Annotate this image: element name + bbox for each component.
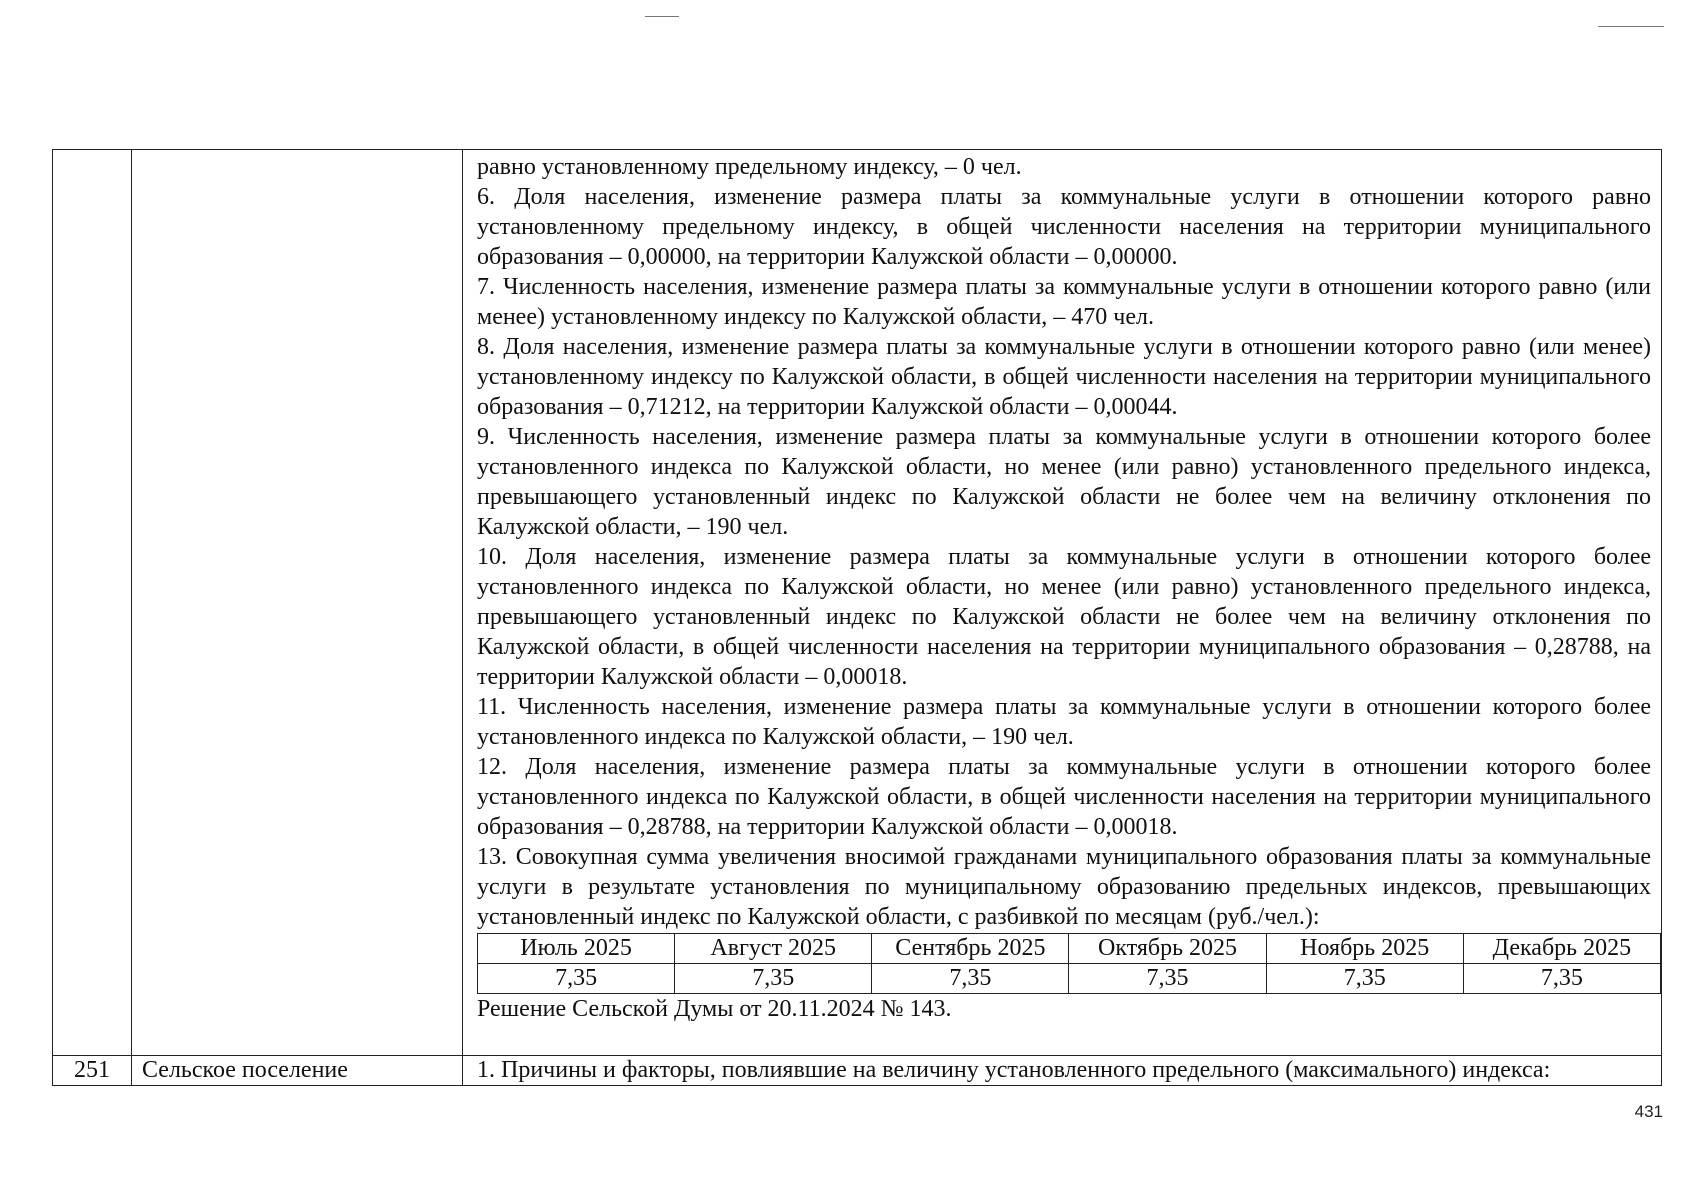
municipality-name: Сельское поселение bbox=[132, 1056, 463, 1086]
paragraph-5-end: равно установленному предельному индексу, – 0 чел. bbox=[477, 154, 1022, 180]
months-value-row bbox=[478, 964, 1661, 994]
month-value: 7,35 bbox=[1069, 964, 1266, 994]
row-number: 251 bbox=[53, 1056, 132, 1086]
months-header-row bbox=[478, 934, 1661, 964]
name-cell-empty bbox=[132, 150, 463, 1056]
scan-mark-top-center bbox=[645, 16, 679, 17]
month-header: Декабрь 2025 bbox=[1463, 934, 1660, 964]
content-cell bbox=[463, 150, 1662, 1056]
month-value: 7,35 bbox=[1266, 964, 1463, 994]
month-value: 7,35 bbox=[1463, 964, 1660, 994]
month-header: Июль 2025 bbox=[478, 934, 675, 964]
paragraph-13: 13. Совокупная сумма увеличения вносимой гражданами муниципального образования платы за коммунальные услуги в результате установления по муниципальному образованию предельных индексов, превышающих установленный индекс по Калужской области, с разбивкой по месяцам (руб./чел.): bbox=[477, 844, 1651, 930]
table-row-251 bbox=[53, 1056, 1662, 1086]
decision-text: Решение Сельской Думы от 20.11.2024 № 143. bbox=[477, 996, 952, 1022]
months-table bbox=[477, 933, 1661, 994]
paragraph-11: 11. Численность населения, изменение размера платы за коммунальные услуги в отношении которого более установленного индекса по Калужской области, – 190 чел. bbox=[477, 694, 1651, 750]
table-row-continued bbox=[53, 150, 1662, 1056]
paragraph-7: 7. Численность населения, изменение размера платы за коммунальные услуги в отношении которого равно (или менее) установленному индексу по Калужской области, – 470 чел. bbox=[477, 274, 1651, 330]
paragraph-6: 6. Доля населения, изменение размера платы за коммунальные услуги в отношении которого равно установленному предельному индексу, в общей численности населения на территории муниципального образования – 0,00000, на территории Калужской области – 0,00000. bbox=[477, 184, 1651, 270]
month-header: Август 2025 bbox=[675, 934, 872, 964]
month-value: 7,35 bbox=[478, 964, 675, 994]
month-header: Ноябрь 2025 bbox=[1266, 934, 1463, 964]
paragraph-12: 12. Доля населения, изменение размера платы за коммунальные услуги в отношении которого более установленного индекса по Калужской области, в общей численности населения на территории муниципального образования – 0,28788, на территории Калужской области – 0,00018. bbox=[477, 754, 1651, 840]
month-value: 7,35 bbox=[675, 964, 872, 994]
paragraph-10: 10. Доля населения, изменение размера платы за коммунальные услуги в отношении которого более установленного индекса по Калужской области, но менее (или равно) установленного предельного индекса, превышающего установленный индекс по Калужской области не более чем на величину отклонения по Калужской области, в общей численности населения на территории муниципального образования – 0,28788, на территории Калужской области – 0,00018. bbox=[477, 544, 1651, 690]
page-number: 431 bbox=[1634, 1102, 1663, 1121]
paragraph-9: 9. Численность населения, изменение размера платы за коммунальные услуги в отношении которого более установленного индекса по Калужской области, но менее (или равно) установленного предельного индекса, превышающего установленный индекс по Калужской области не более чем на величину отклонения по Калужской области, – 190 чел. bbox=[477, 424, 1651, 540]
number-cell-empty bbox=[53, 150, 132, 1056]
main-table bbox=[52, 149, 1662, 1086]
month-header: Сентябрь 2025 bbox=[872, 934, 1069, 964]
paragraph-8: 8. Доля населения, изменение размера платы за коммунальные услуги в отношении которого равно (или менее) установленному индексу по Калужской области, в общей численности населения на территории муниципального образования – 0,71212, на территории Калужской области – 0,00044. bbox=[477, 334, 1651, 420]
month-header: Октябрь 2025 bbox=[1069, 934, 1266, 964]
month-value: 7,35 bbox=[872, 964, 1069, 994]
row-251-text: 1. Причины и факторы, повлиявшие на величину установленного предельного (максимального) индекса: bbox=[463, 1056, 1662, 1086]
scan-mark-top-right bbox=[1598, 26, 1664, 27]
